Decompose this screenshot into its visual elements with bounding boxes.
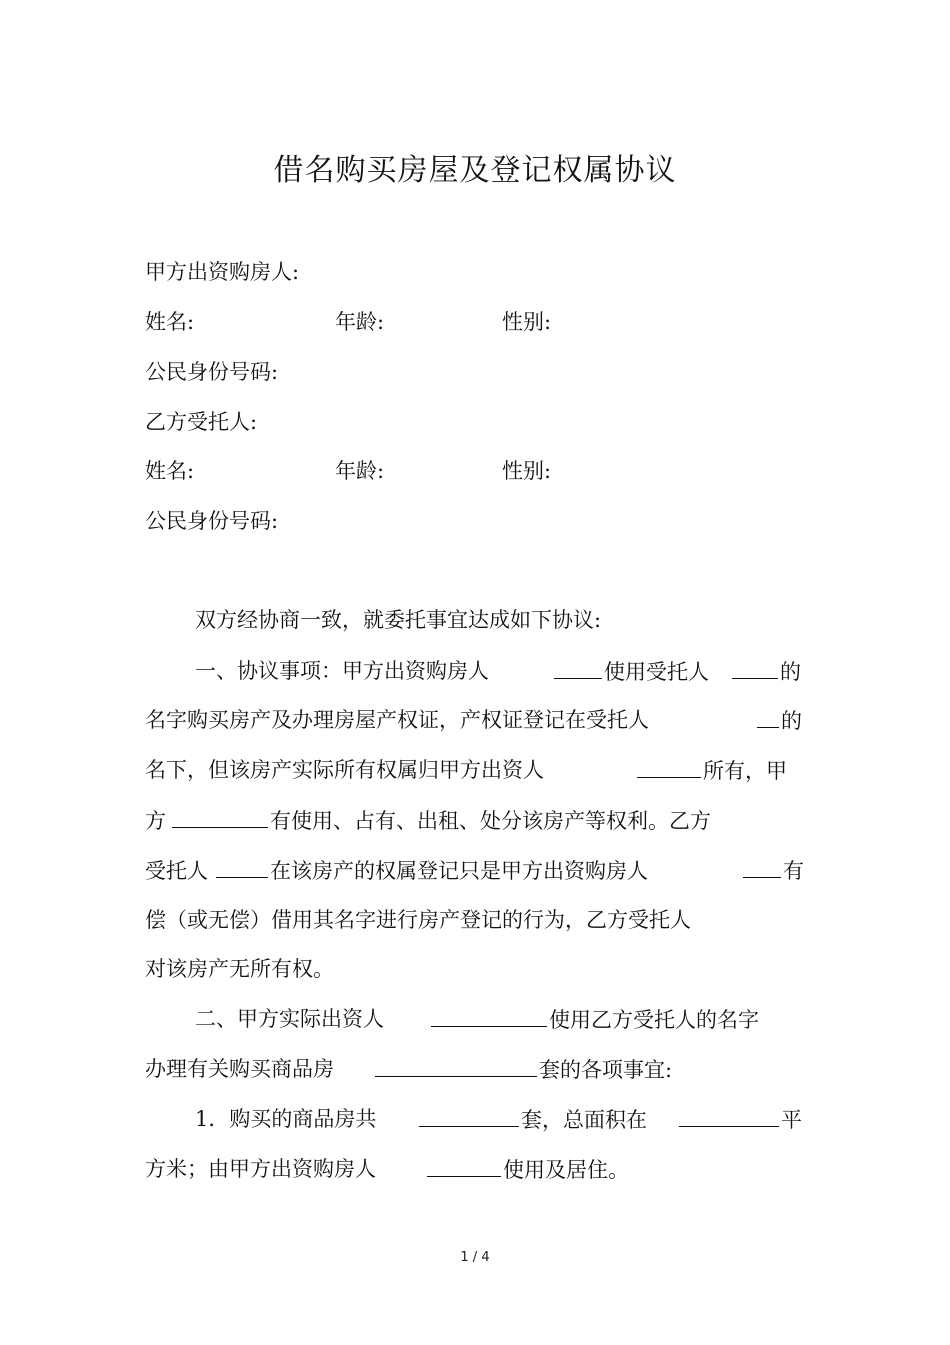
item1-text: 平 [781,1108,802,1132]
clause1-line2 [145,705,802,735]
clause2-line2 [145,1054,673,1084]
party-a-info-row [145,307,552,337]
clause1-text: 受托人 [145,859,208,883]
blank-line [172,805,268,828]
party-b-gender-label: 性别: [502,459,552,483]
clause1-blank-wrap [755,705,802,736]
item1-line1 [195,1104,802,1134]
blank-line [431,1004,547,1027]
clause1-line5 [145,855,804,886]
blank-line [554,656,602,679]
blank-line [375,1054,537,1077]
clause2-blank-wrap [429,1004,759,1035]
clause1-text: 使用受托人 [604,660,709,684]
clause1-blank-wrap [741,855,804,886]
blank-line [679,1104,779,1127]
party-b-name-label: 姓名: [145,459,195,483]
clause2-text: 使用乙方受托人的名字 [549,1008,759,1032]
clause1-text: 方 [145,809,166,833]
blank-line [427,1154,501,1177]
clause1-line6: 偿（或无偿）借用其名字进行房产登记的行为，乙方受托人 [145,908,691,932]
party-a-name-label: 姓名: [145,310,195,334]
document-title: 借名购买房屋及登记权属协议 [273,153,677,188]
party-b-id-label: 公民身份号码: [145,509,279,533]
item1-text: 1．购买的商品房共 [195,1107,377,1131]
clause2-text: 二、甲方实际出资人 [195,1007,384,1031]
item1-text: 使用及居住。 [503,1158,629,1182]
party-a-gender-label: 性别: [502,310,552,334]
clause1-text: 有 [783,859,804,883]
clause1-text: 所有，甲 [703,759,787,783]
party-a-heading: 甲方出资购房人: [145,260,300,284]
clause1-line1 [195,656,801,686]
clause1-text: 一、协议事项：甲方出资购房人 [195,659,489,683]
clause1-line7: 对该房产无所有权。 [145,957,334,981]
item1-blank-wrap [417,1104,647,1135]
item1-line2 [145,1154,629,1184]
party-b-heading: 乙方受托人: [145,410,258,434]
item1-text: 套，总面积在 [521,1108,647,1132]
item1-blank-wrap [677,1104,802,1135]
party-b-age-label: 年龄: [335,459,385,483]
clause1-text: 的 [780,660,801,684]
clause2-text: 套的各项事宜: [539,1058,673,1082]
clause2-line1 [195,1004,759,1034]
item1-text: 方米；由甲方出资购房人 [145,1157,376,1181]
party-b-info-row [145,456,552,486]
page-number: 1 / 4 [460,1250,490,1265]
intro-paragraph: 双方经协商一致，就委托事宜达成如下协议: [195,608,602,632]
blank-line [732,656,778,679]
item1-blank-wrap [425,1154,629,1185]
clause1-text: 名下，但该房产实际所有权属归甲方出资人 [145,758,544,782]
clause1-text: 在该房产的权属登记只是甲方出资购房人 [270,859,648,883]
clause1-text: 的 [781,709,802,733]
blank-line [637,755,701,778]
clause1-text: 有使用、占有、出租、处分该房产等权利。乙方 [270,809,711,833]
clause1-line3 [145,755,787,785]
clause1-blank-wrap [730,656,801,687]
clause1-line4 [145,805,711,836]
party-a-age-label: 年龄: [335,310,385,334]
clause1-text: 名字购买房产及办理房屋产权证，产权证登记在受托人 [145,708,649,732]
clause1-blank-wrap [552,656,709,687]
blank-line [757,705,779,728]
blank-line [419,1104,519,1127]
clause1-blank-wrap [635,755,787,786]
clause2-blank-wrap [373,1054,672,1085]
blank-line [743,855,781,878]
party-a-id-label: 公民身份号码: [145,360,279,384]
clause2-text: 办理有关购买商品房 [145,1057,334,1081]
blank-line [216,855,268,878]
